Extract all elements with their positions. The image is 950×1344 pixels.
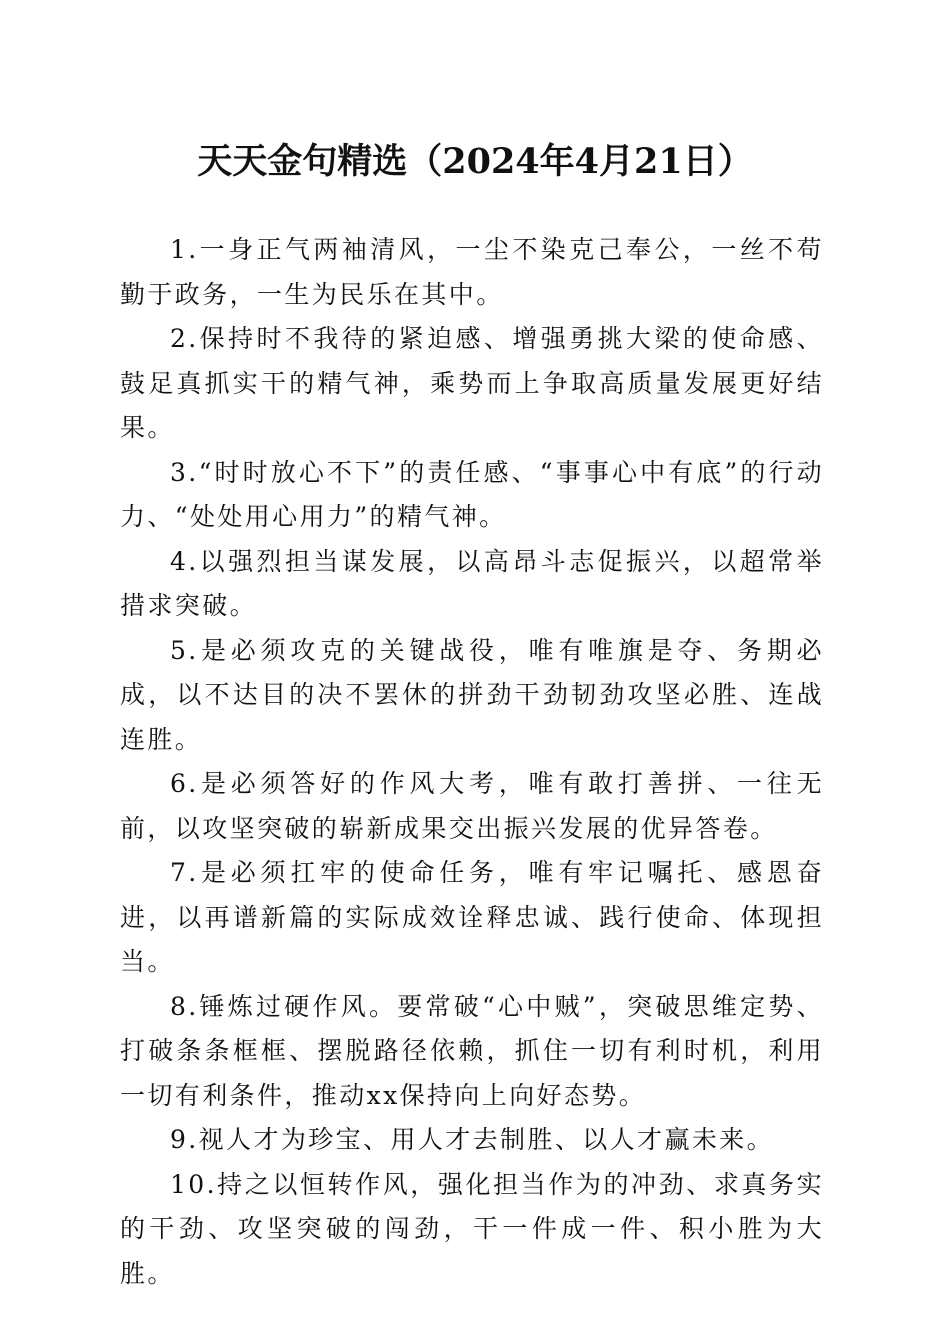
quote-paragraph: 6.是必须答好的作风大考，唯有敢打善拼、一往无前，以攻坚突破的崭新成果交出振兴发展的优异答卷。 [120, 769, 824, 843]
quote-paragraph: 9.视人才为珍宝、用人才去制胜、以人才赢未来。 [170, 1125, 775, 1154]
quote-paragraph: 7.是必须扛牢的使命任务，唯有牢记嘱托、感恩奋进，以再谱新篇的实际成效诠释忠诚、践行使命、体现担当。 [120, 858, 824, 976]
quote-paragraph: 5.是必须攻克的关键战役，唯有唯旗是夺、务期必成，以不达目的决不罢休的拼劲干劲韧劲攻坚必胜、连战连胜。 [120, 635, 824, 754]
quote-paragraph: 2.保持时不我待的紧迫感、增强勇挑大梁的使命感、鼓足真抓实干的精气神，乘势而上争取高质量发展更好结果。 [120, 324, 824, 442]
document-body [120, 228, 824, 1296]
quote-paragraph: 10.持之以恒转作风，强化担当作为的冲劲、求真务实的干劲、攻坚突破的闯劲，干一件成一件、积小胜为大胜。 [120, 1169, 824, 1288]
quote-paragraph: 1.一身正气两袖清风，一尘不染克己奉公，一丝不苟勤于政务，一生为民乐在其中。 [120, 235, 824, 309]
quote-paragraph: 4.以强烈担当谋发展，以高昂斗志促振兴，以超常举措求突破。 [120, 546, 824, 620]
quote-paragraph: 8.锤炼过硬作风。要常破“心中贼”，突破思维定势、打破条条框框、摆脱路径依赖，抓住一切有利时机，利用一切有利条件，推动xx保持向上向好态势。 [120, 991, 824, 1110]
quote-paragraph: 3.“时时放心不下”的责任感、“事事心中有底”的行动力、“处处用心用力”的精气神。 [120, 457, 824, 531]
page-title: 天天金句精选（2024年4月21日） [197, 141, 753, 182]
